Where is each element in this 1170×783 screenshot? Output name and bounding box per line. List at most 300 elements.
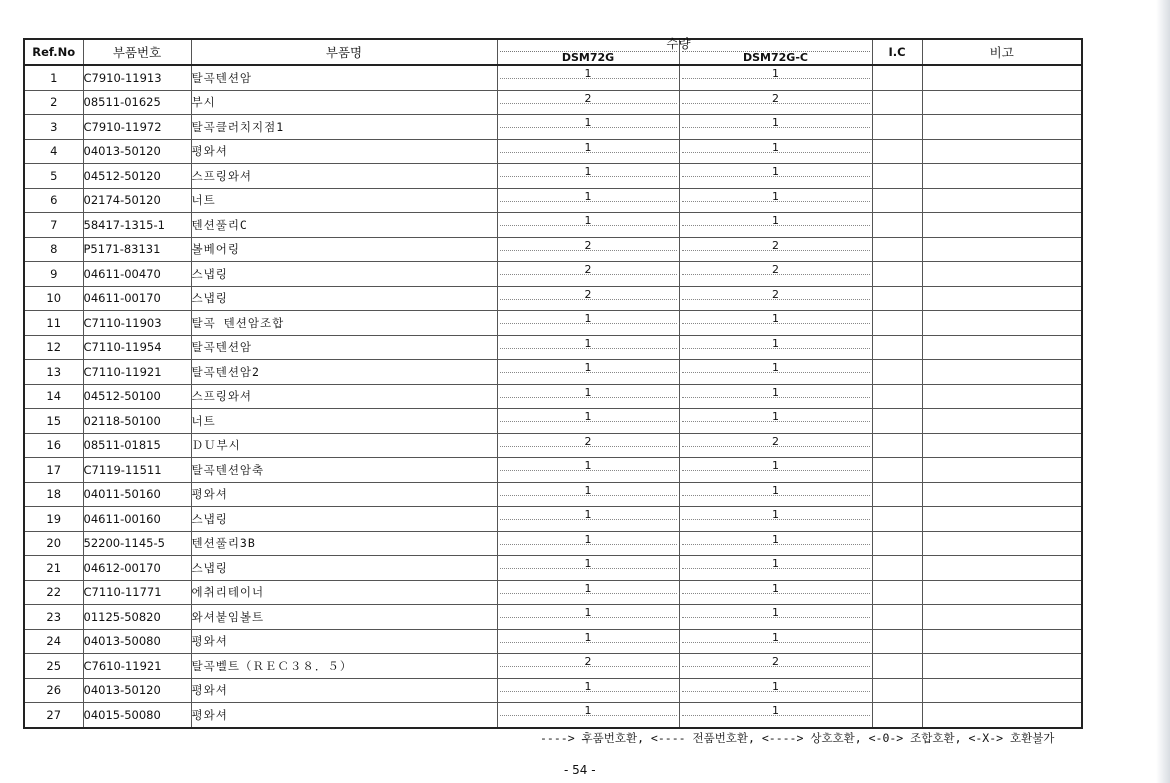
table-row (24, 458, 1082, 483)
part-number-cell: 04611-00170 (83, 286, 191, 311)
qty-value: 1 (584, 483, 592, 497)
ref-no-cell: 23 (24, 605, 83, 630)
ref-no-cell: 15 (24, 409, 83, 434)
remarks-cell (922, 482, 1082, 507)
qty-model-a-cell (497, 409, 679, 434)
cell-divider (500, 568, 677, 569)
qty-model-a-cell (497, 556, 679, 581)
qty-model-b-cell (679, 654, 872, 679)
qty-value: 1 (584, 679, 592, 693)
remarks-cell (922, 580, 1082, 605)
cell-divider (500, 421, 677, 422)
qty-value: 1 (772, 410, 779, 423)
qty-value: 1 (772, 361, 779, 374)
remarks-cell (922, 335, 1082, 360)
remarks-cell (922, 360, 1082, 385)
qty-value: 2 (584, 655, 592, 668)
ref-no-cell: 14 (24, 384, 83, 409)
part-number-cell: C7910-11913 (83, 65, 191, 90)
ic-cell (872, 286, 922, 311)
part-number-cell: C7110-11771 (83, 580, 191, 605)
header-part-number: 부품번호 (83, 39, 191, 65)
qty-model-b-cell (679, 213, 872, 238)
qty-value: 1 (772, 557, 779, 570)
ic-cell (872, 335, 922, 360)
page-edge-shadow (1156, 0, 1170, 783)
remarks-cell (922, 409, 1082, 434)
part-number-cell: P5171-83131 (83, 237, 191, 262)
ref-no-cell: 17 (24, 458, 83, 483)
qty-value: 1 (584, 385, 592, 399)
table-row (24, 262, 1082, 287)
qty-model-a-cell (497, 286, 679, 311)
header-ref-no: Ref.No (24, 39, 83, 65)
ic-cell (872, 433, 922, 458)
part-name-cell: 탈곡텐션암축 (191, 458, 497, 483)
table-row (24, 678, 1082, 703)
qty-model-b-cell (679, 188, 872, 213)
ref-no-cell: 16 (24, 433, 83, 458)
cell-divider (682, 691, 870, 692)
part-name-cell: 탈곡텐션암2 (191, 360, 497, 385)
ic-cell (872, 262, 922, 287)
qty-model-a-cell (497, 360, 679, 385)
qty-value: 1 (584, 312, 592, 325)
ref-no-cell: 21 (24, 556, 83, 581)
ic-cell (872, 360, 922, 385)
table-row (24, 580, 1082, 605)
qty-value: 1 (772, 630, 779, 644)
cell-divider (682, 372, 870, 373)
ref-no-cell: 18 (24, 482, 83, 507)
qty-value: 2 (772, 91, 779, 105)
part-name-cell: 에취리테이너 (191, 580, 497, 605)
qty-model-a-cell (497, 482, 679, 507)
qty-value: 1 (772, 679, 779, 693)
cell-divider (500, 691, 677, 692)
cell-divider (500, 78, 677, 79)
part-name-cell: 텐션풀리3B (191, 531, 497, 556)
qty-value: 1 (772, 483, 779, 497)
remarks-cell (922, 458, 1082, 483)
cell-divider (682, 201, 870, 202)
qty-value: 1 (584, 581, 592, 595)
qty-model-a-cell (497, 678, 679, 703)
cell-divider (682, 495, 870, 496)
cell-divider (500, 323, 677, 324)
part-name-cell: 평와셔 (191, 629, 497, 654)
part-number-cell: 58417-1315-1 (83, 213, 191, 238)
part-name-cell: 볼베어링 (191, 237, 497, 262)
remarks-cell (922, 115, 1082, 140)
remarks-cell (922, 164, 1082, 189)
remarks-cell (922, 654, 1082, 679)
ref-no-cell: 26 (24, 678, 83, 703)
part-number-cell: 04611-00160 (83, 507, 191, 532)
ic-cell (872, 531, 922, 556)
ref-no-cell: 24 (24, 629, 83, 654)
ref-no-cell: 10 (24, 286, 83, 311)
ic-cell (872, 90, 922, 115)
remarks-cell (922, 531, 1082, 556)
qty-model-b-cell (679, 164, 872, 189)
cell-divider (500, 274, 677, 275)
cell-divider (500, 372, 677, 373)
qty-value: 1 (772, 312, 779, 325)
ic-cell (872, 139, 922, 164)
part-number-cell: 02174-50120 (83, 188, 191, 213)
qty-model-b-cell (679, 580, 872, 605)
qty-model-a-cell (497, 139, 679, 164)
qty-model-a-cell (497, 629, 679, 654)
interchange-legend: ----> 후품번호환, <---- 전품번호환, <----> 상호호환, <-0-> 조합호환, <-X-> 호환불가 (540, 731, 1055, 745)
part-number-cell: 04612-00170 (83, 556, 191, 581)
qty-value: 1 (584, 704, 592, 717)
ref-no-cell: 27 (24, 703, 83, 728)
header-remarks: 비고 (922, 39, 1082, 65)
ref-no-cell: 19 (24, 507, 83, 532)
part-name-cell: 스냅링 (191, 262, 497, 287)
part-number-cell: 52200-1145-5 (83, 531, 191, 556)
qty-model-a-cell (497, 605, 679, 630)
part-number-cell: C7110-11954 (83, 335, 191, 360)
part-name-cell: 탈곡클러치지점1 (191, 115, 497, 140)
qty-model-a-cell (497, 213, 679, 238)
remarks-cell (922, 629, 1082, 654)
qty-value: 1 (584, 140, 592, 154)
ref-no-cell: 11 (24, 311, 83, 336)
cell-divider (682, 715, 870, 716)
part-number-cell: 01125-50820 (83, 605, 191, 630)
table-row (24, 139, 1082, 164)
qty-value: 1 (584, 67, 592, 80)
cell-divider (500, 446, 677, 447)
ref-no-cell: 22 (24, 580, 83, 605)
cell-divider (500, 201, 677, 202)
qty-value: 1 (772, 704, 779, 717)
cell-divider (682, 446, 870, 447)
table-row (24, 605, 1082, 630)
qty-model-a-cell (497, 311, 679, 336)
cell-divider (500, 642, 677, 643)
part-number-cell: 04015-50080 (83, 703, 191, 728)
ref-no-cell: 12 (24, 335, 83, 360)
qty-model-a-cell (497, 703, 679, 728)
table-row (24, 90, 1082, 115)
qty-value: 1 (772, 532, 779, 546)
table-row (24, 213, 1082, 238)
part-number-cell: 04013-50080 (83, 629, 191, 654)
header-qty-model-a (497, 36, 691, 65)
cell-divider (682, 250, 870, 251)
qty-model-b-cell (679, 703, 872, 728)
remarks-cell (922, 139, 1082, 164)
qty-value: 1 (584, 116, 592, 129)
table-row (24, 360, 1082, 385)
part-name-cell: 너트 (191, 409, 497, 434)
remarks-cell (922, 703, 1082, 728)
cell-divider (682, 666, 870, 667)
cell-divider (682, 103, 870, 104)
part-number-cell: 04013-50120 (83, 139, 191, 164)
part-number-cell: 08511-01625 (83, 90, 191, 115)
part-name-cell: 평와셔 (191, 139, 497, 164)
qty-model-b-cell (679, 556, 872, 581)
qty-model-b-cell (679, 433, 872, 458)
qty-value: 1 (772, 165, 779, 178)
part-number-cell: C7110-11921 (83, 360, 191, 385)
cell-divider (500, 593, 677, 594)
part-number-cell: 04011-50160 (83, 482, 191, 507)
table-row (24, 286, 1082, 311)
header-model-b: DSM72G-C (743, 51, 808, 64)
ref-no-cell: 7 (24, 213, 83, 238)
qty-model-b-cell (679, 629, 872, 654)
qty-value: 1 (584, 410, 592, 423)
cell-divider (500, 152, 677, 153)
table-row (24, 384, 1082, 409)
ic-cell (872, 580, 922, 605)
cell-divider (500, 225, 677, 226)
ic-cell (872, 556, 922, 581)
cell-divider (500, 250, 677, 251)
qty-model-a-cell (497, 188, 679, 213)
part-name-cell: 와셔붙임볼트 (191, 605, 497, 630)
cell-divider (682, 519, 870, 520)
part-name-cell: 탈곡 텐션암조합 (191, 311, 497, 336)
qty-value: 1 (584, 557, 592, 570)
qty-model-b-cell (679, 458, 872, 483)
qty-model-a-cell (497, 65, 679, 90)
header-ic: I.C (872, 39, 922, 65)
qty-value: 1 (772, 189, 779, 203)
qty-value: 1 (772, 385, 779, 399)
ref-no-cell: 9 (24, 262, 83, 287)
part-name-cell: 스프링와셔 (191, 164, 497, 189)
part-name-cell: 탈곡텐션암 (191, 65, 497, 90)
ic-cell (872, 678, 922, 703)
qty-value: 2 (772, 238, 779, 252)
ref-no-cell: 8 (24, 237, 83, 262)
remarks-cell (922, 90, 1082, 115)
qty-value: 2 (584, 238, 592, 252)
table-row (24, 335, 1082, 360)
qty-value: 1 (584, 508, 592, 521)
table-row (24, 433, 1082, 458)
part-name-cell: 탈곡벨트（ＲＥＣ３８．５） (191, 654, 497, 679)
remarks-cell (922, 311, 1082, 336)
qty-model-a-cell (497, 335, 679, 360)
cell-divider (500, 103, 677, 104)
ref-no-cell: 13 (24, 360, 83, 385)
part-number-cell: 04512-50120 (83, 164, 191, 189)
cell-divider (500, 617, 677, 618)
part-number-cell: 08511-01815 (83, 433, 191, 458)
remarks-cell (922, 556, 1082, 581)
cell-divider (682, 274, 870, 275)
part-number-cell: C7610-11921 (83, 654, 191, 679)
ic-cell (872, 458, 922, 483)
qty-value: 1 (772, 508, 779, 521)
cell-divider (682, 78, 870, 79)
qty-value: 2 (584, 91, 592, 105)
part-number-cell: 04013-50120 (83, 678, 191, 703)
qty-model-a-cell (497, 507, 679, 532)
cell-divider (682, 568, 870, 569)
qty-value: 1 (584, 165, 592, 178)
qty-value: 2 (584, 434, 592, 448)
qty-model-b-cell (679, 605, 872, 630)
qty-value: 1 (772, 581, 779, 595)
qty-value: 1 (584, 532, 592, 546)
qty-value: 1 (584, 459, 592, 472)
parts-table-body (24, 65, 1082, 728)
cell-divider (682, 225, 870, 226)
qty-model-a-cell (497, 458, 679, 483)
ref-no-cell: 6 (24, 188, 83, 213)
remarks-cell (922, 262, 1082, 287)
ic-cell (872, 654, 922, 679)
header-qty-model-b (679, 39, 872, 65)
ref-no-cell: 3 (24, 115, 83, 140)
cell-divider (682, 299, 870, 300)
qty-model-a-cell (497, 384, 679, 409)
ic-cell (872, 115, 922, 140)
qty-model-a-cell (497, 654, 679, 679)
qty-model-a-cell (497, 262, 679, 287)
qty-model-b-cell (679, 115, 872, 140)
header-model-a: DSM72G (561, 51, 615, 64)
qty-model-b-cell (679, 507, 872, 532)
cell-divider (500, 127, 677, 128)
qty-value: 1 (772, 214, 779, 227)
qty-value: 1 (584, 189, 592, 203)
qty-model-a-cell (497, 115, 679, 140)
qty-model-b-cell (679, 678, 872, 703)
remarks-cell (922, 605, 1082, 630)
cell-divider (682, 323, 870, 324)
page-number: - 54 - (564, 763, 596, 777)
table-row (24, 115, 1082, 140)
ic-cell (872, 188, 922, 213)
qty-model-a-cell (497, 237, 679, 262)
parts-table (23, 38, 1083, 729)
header-part-name: 부품명 (191, 39, 497, 65)
qty-value: 1 (772, 459, 779, 472)
part-name-cell: 스냅링 (191, 507, 497, 532)
ic-cell (872, 409, 922, 434)
cell-divider (682, 593, 870, 594)
qty-value: 1 (584, 214, 592, 227)
header-quantity: 수량 (666, 36, 691, 51)
qty-model-b-cell (679, 335, 872, 360)
remarks-cell (922, 65, 1082, 90)
cell-divider (500, 176, 677, 177)
qty-model-b-cell (679, 139, 872, 164)
cell-divider (682, 152, 870, 153)
qty-value: 1 (584, 630, 592, 644)
ref-no-cell: 25 (24, 654, 83, 679)
part-name-cell: 부시 (191, 90, 497, 115)
part-name-cell: 스냅링 (191, 286, 497, 311)
table-header-row (24, 39, 1082, 65)
remarks-cell (922, 384, 1082, 409)
qty-value: 1 (584, 361, 592, 374)
part-name-cell: 평와셔 (191, 482, 497, 507)
cell-divider (500, 519, 677, 520)
ref-no-cell: 1 (24, 65, 83, 90)
table-row (24, 164, 1082, 189)
cell-divider (682, 176, 870, 177)
remarks-cell (922, 507, 1082, 532)
remarks-cell (922, 188, 1082, 213)
qty-value: 1 (772, 140, 779, 154)
ref-no-cell: 2 (24, 90, 83, 115)
qty-value: 1 (584, 606, 592, 619)
part-name-cell: ＤＵ부시 (191, 433, 497, 458)
qty-value: 2 (584, 263, 592, 276)
qty-value: 2 (772, 434, 779, 448)
qty-value: 2 (772, 655, 779, 668)
table-row (24, 237, 1082, 262)
cell-divider (682, 617, 870, 618)
qty-value: 1 (772, 606, 779, 619)
part-number-cell: 02118-50100 (83, 409, 191, 434)
ic-cell (872, 482, 922, 507)
qty-model-b-cell (679, 237, 872, 262)
remarks-cell (922, 678, 1082, 703)
table-row (24, 703, 1082, 728)
cell-divider (682, 421, 870, 422)
ic-cell (872, 384, 922, 409)
remarks-cell (922, 213, 1082, 238)
qty-model-b-cell (679, 90, 872, 115)
ic-cell (872, 164, 922, 189)
qty-model-b-cell (679, 409, 872, 434)
cell-divider (682, 642, 870, 643)
part-name-cell: 너트 (191, 188, 497, 213)
part-name-cell: 스냅링 (191, 556, 497, 581)
part-number-cell: C7110-11903 (83, 311, 191, 336)
part-name-cell: 스프링와셔 (191, 384, 497, 409)
qty-value: 2 (772, 263, 779, 276)
cell-divider (500, 544, 677, 545)
ic-cell (872, 213, 922, 238)
table-row (24, 629, 1082, 654)
ic-cell (872, 703, 922, 728)
ic-cell (872, 237, 922, 262)
part-number-cell: C7119-11511 (83, 458, 191, 483)
ic-cell (872, 65, 922, 90)
part-number-cell: C7910-11972 (83, 115, 191, 140)
cell-divider (500, 348, 677, 349)
qty-model-b-cell (679, 384, 872, 409)
qty-value: 1 (772, 67, 779, 80)
ic-cell (872, 507, 922, 532)
table-row (24, 531, 1082, 556)
ref-no-cell: 4 (24, 139, 83, 164)
cell-divider (682, 348, 870, 349)
part-name-cell: 평와셔 (191, 678, 497, 703)
qty-model-a-cell (497, 164, 679, 189)
qty-model-b-cell (679, 262, 872, 287)
qty-value: 1 (772, 116, 779, 129)
qty-value: 2 (584, 287, 592, 301)
cell-divider (500, 666, 677, 667)
qty-value: 2 (772, 287, 779, 301)
table-row (24, 654, 1082, 679)
part-name-cell: 탈곡텐션암 (191, 335, 497, 360)
